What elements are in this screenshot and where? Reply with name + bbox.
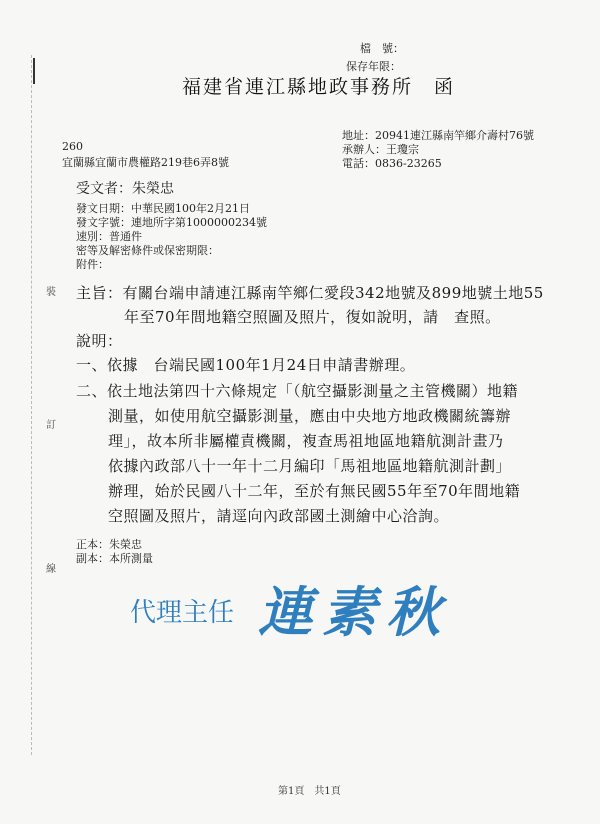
contact-phone: 電話：0836-23265 [342,157,442,170]
document-title: 福建省連江縣地政事務所 函 [182,76,456,98]
explanation-item-2-line-4: 依據內政部八十一年十二月編印「馬祖地區地籍航測計劃」 [108,457,512,475]
copy-recipient: 副本：本所測量 [76,552,153,565]
margin-mark-stitch: 訂 [46,420,56,431]
issue-number: 發文字號：連地所字第1000000234號 [76,216,267,229]
margin-mark-binding: 裝 [46,287,56,298]
attachments: 附件： [76,258,109,271]
explanation-item-2-line-5: 辦理，始於民國八十二年，至於有無民國55年至70年間地籍 [108,482,521,500]
contact-person: 承辦人：王瓊宗 [342,143,419,156]
original-recipient: 正本：朱榮忠 [76,538,142,551]
postal-code: 260 [62,140,83,153]
delivery-speed: 速別：普通件 [76,230,142,243]
security-level: 密等及解密條件或保密期限： [76,244,219,257]
subject-line-1: 主旨：有關台端申請連江縣南竿鄉仁愛段342地號及899地號土地55 [76,284,544,302]
margin-mark-line: 線 [46,564,56,575]
explanation-item-2-line-6: 空照圖及照片，請逕向內政部國土測繪中心洽詢。 [108,507,450,525]
recipient-name: 受文者：朱榮忠 [76,181,174,197]
explanation-item-2-line-2: 測量，如使用航空攝影測量，應由中央地方地政機關統籌辦 [108,407,512,425]
retention-label: 保存年限： [346,60,401,73]
binding-mark [33,58,35,84]
file-number-label: 檔 號： [360,42,404,55]
signature-name: 連素秋 [258,580,450,644]
binding-line [31,55,33,755]
issue-date: 發文日期：中華民國100年2月21日 [76,202,250,215]
explanation-item-1: 一、依據 台端民國100年1月24日申請書辦理。 [76,356,416,374]
explanation-item-2-line-3: 理」，故本所非屬權責機關，複查馬祖地區地籍航測計畫乃 [108,432,504,450]
sender-address: 地址：20941連江縣南竿鄉介壽村76號 [342,129,534,142]
recipient-address: 宜蘭縣宜蘭市農權路219巷6弄8號 [62,156,229,169]
explanation-label: 說明： [76,332,123,350]
page-footer: 第1頁 共1頁 [278,786,341,797]
explanation-item-2-line-1: 二、依土地法第四十六條規定「（航空攝影測量之主管機關）地籍 [76,382,519,400]
subject-line-2: 年至70年間地籍空照圖及照片，復如說明，請 查照。 [124,308,501,326]
signature-title: 代理主任 [130,598,235,628]
